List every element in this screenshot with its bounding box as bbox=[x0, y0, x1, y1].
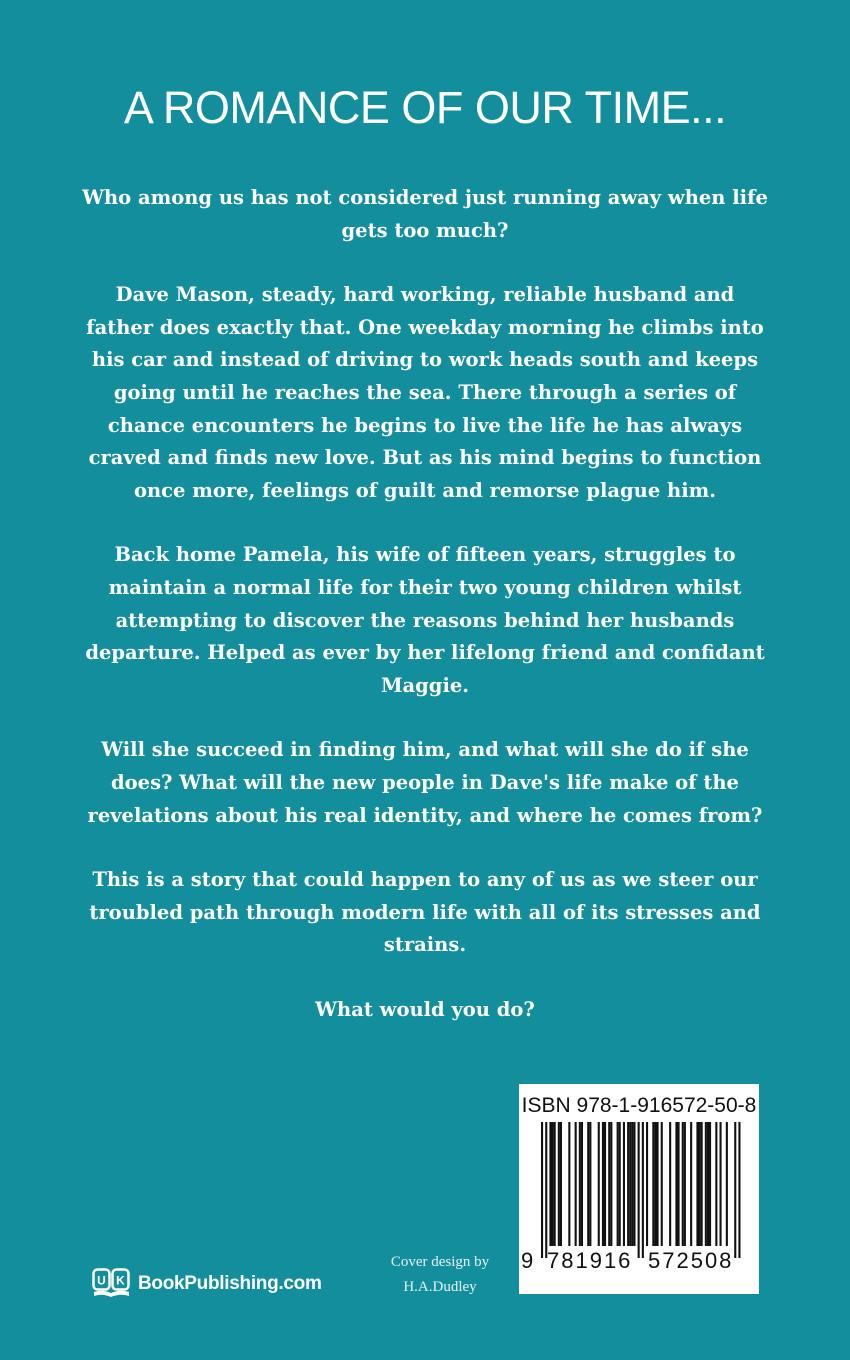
barcode-bar bbox=[598, 1122, 600, 1246]
blurb-paragraph: This is a story that could happen to any of us as we steer our troubled path through modern life with all of its stresses and strains. bbox=[89, 868, 761, 957]
barcode-bar bbox=[579, 1122, 581, 1246]
barcode-bar bbox=[652, 1122, 654, 1246]
barcode-box bbox=[519, 1084, 759, 1294]
barcode-bar bbox=[631, 1122, 633, 1246]
barcode-bar bbox=[682, 1122, 684, 1246]
barcode-bar bbox=[654, 1122, 656, 1246]
barcode-bar bbox=[627, 1122, 629, 1246]
blurb bbox=[80, 182, 770, 1058]
blurb-paragraph: Who among us has not considered just running away when life gets too much? bbox=[82, 186, 768, 242]
barcode-bar bbox=[738, 1122, 740, 1258]
barcode-bar bbox=[638, 1122, 640, 1258]
barcode-bar bbox=[619, 1122, 621, 1246]
blurb-paragraph: Will she succeed in finding him, and what will she do if she does? What will the new people in Dave's life make of the revelations about his real identity, and where he comes from? bbox=[87, 738, 763, 827]
barcode-digit-lead: 9 bbox=[521, 1248, 534, 1273]
barcode-bar bbox=[669, 1122, 671, 1246]
barcode-digits-left: 781916 bbox=[547, 1248, 633, 1273]
barcode-bar bbox=[610, 1122, 612, 1246]
blurb-closing-question: What would you do? bbox=[315, 997, 535, 1021]
barcode-bar bbox=[617, 1122, 619, 1246]
barcode-bar bbox=[581, 1122, 583, 1246]
barcode-bars bbox=[533, 1122, 745, 1260]
barcode-bar bbox=[678, 1122, 680, 1246]
barcode-bar bbox=[541, 1122, 543, 1258]
credit-line-2: H.A.Dudley bbox=[403, 1279, 477, 1295]
barcode-bar bbox=[545, 1122, 547, 1258]
isbn-label: ISBN 978-1-916572-50-8 bbox=[521, 1094, 757, 1117]
blurb-paragraph: Dave Mason, steady, hard working, reliable husband and father does exactly that. One weekday morning he climbs into his car and instead of driving to work heads south and keeps going until he reaches the sea. There through a series of chance encounters he begins to live the life he has always craved and finds new love. But as his mind begins to function once more, feelings of guilt and remorse plague him. bbox=[86, 283, 764, 502]
barcode-bar bbox=[726, 1122, 728, 1246]
publisher-name: BookPublishing.com bbox=[138, 1273, 322, 1294]
barcode-bar bbox=[696, 1122, 698, 1246]
barcode-bar bbox=[623, 1122, 625, 1246]
barcode-bar bbox=[699, 1122, 701, 1246]
svg-text:K: K bbox=[116, 1273, 125, 1288]
barcode-bar bbox=[690, 1122, 692, 1246]
barcode-bar bbox=[684, 1122, 686, 1246]
credit-line-1: Cover design by bbox=[390, 1254, 490, 1270]
barcode-bar bbox=[715, 1122, 717, 1246]
barcode-bar bbox=[629, 1122, 631, 1246]
barcode-bar bbox=[549, 1122, 551, 1246]
barcode-bar bbox=[554, 1122, 556, 1246]
barcode-digits-right: 572508 bbox=[648, 1248, 734, 1273]
barcode-bar bbox=[675, 1122, 677, 1246]
barcode-bar bbox=[575, 1122, 577, 1246]
barcode-bar bbox=[552, 1122, 554, 1246]
barcode-bar bbox=[646, 1122, 648, 1246]
barcode-bar bbox=[707, 1122, 709, 1246]
barcode-bar bbox=[657, 1122, 659, 1246]
barcode-bar bbox=[720, 1122, 722, 1246]
barcode-bar bbox=[661, 1122, 663, 1246]
barcode-bar bbox=[558, 1122, 560, 1246]
barcode-bar bbox=[633, 1122, 635, 1246]
barcode-bar bbox=[587, 1122, 589, 1246]
barcode-bar bbox=[705, 1122, 707, 1246]
barcode-bar bbox=[589, 1122, 591, 1246]
cover-heading: A ROMANCE OF OUR TIME... bbox=[123, 82, 727, 133]
barcode-bar bbox=[602, 1122, 604, 1246]
svg-text:U: U bbox=[97, 1273, 106, 1288]
barcode-bar bbox=[701, 1122, 703, 1246]
barcode-bar bbox=[568, 1122, 570, 1246]
barcode-bar bbox=[604, 1122, 606, 1246]
publisher-logo bbox=[92, 1268, 322, 1300]
blurb-paragraph: Back home Pamela, his wife of fifteen years, struggles to maintain a normal life for their two young children whilst attempting to discover the reasons behind her husbands departure. Helped as ever by her lifelong friend and confidant Maggie. bbox=[85, 543, 765, 697]
open-book-icon bbox=[92, 1268, 132, 1300]
barcode-bar bbox=[642, 1122, 644, 1258]
cover-design-credit bbox=[375, 1250, 505, 1300]
barcode-bar bbox=[608, 1122, 610, 1246]
barcode-bar bbox=[560, 1122, 562, 1246]
barcode-bar bbox=[709, 1122, 711, 1246]
barcode-bar bbox=[734, 1122, 736, 1258]
